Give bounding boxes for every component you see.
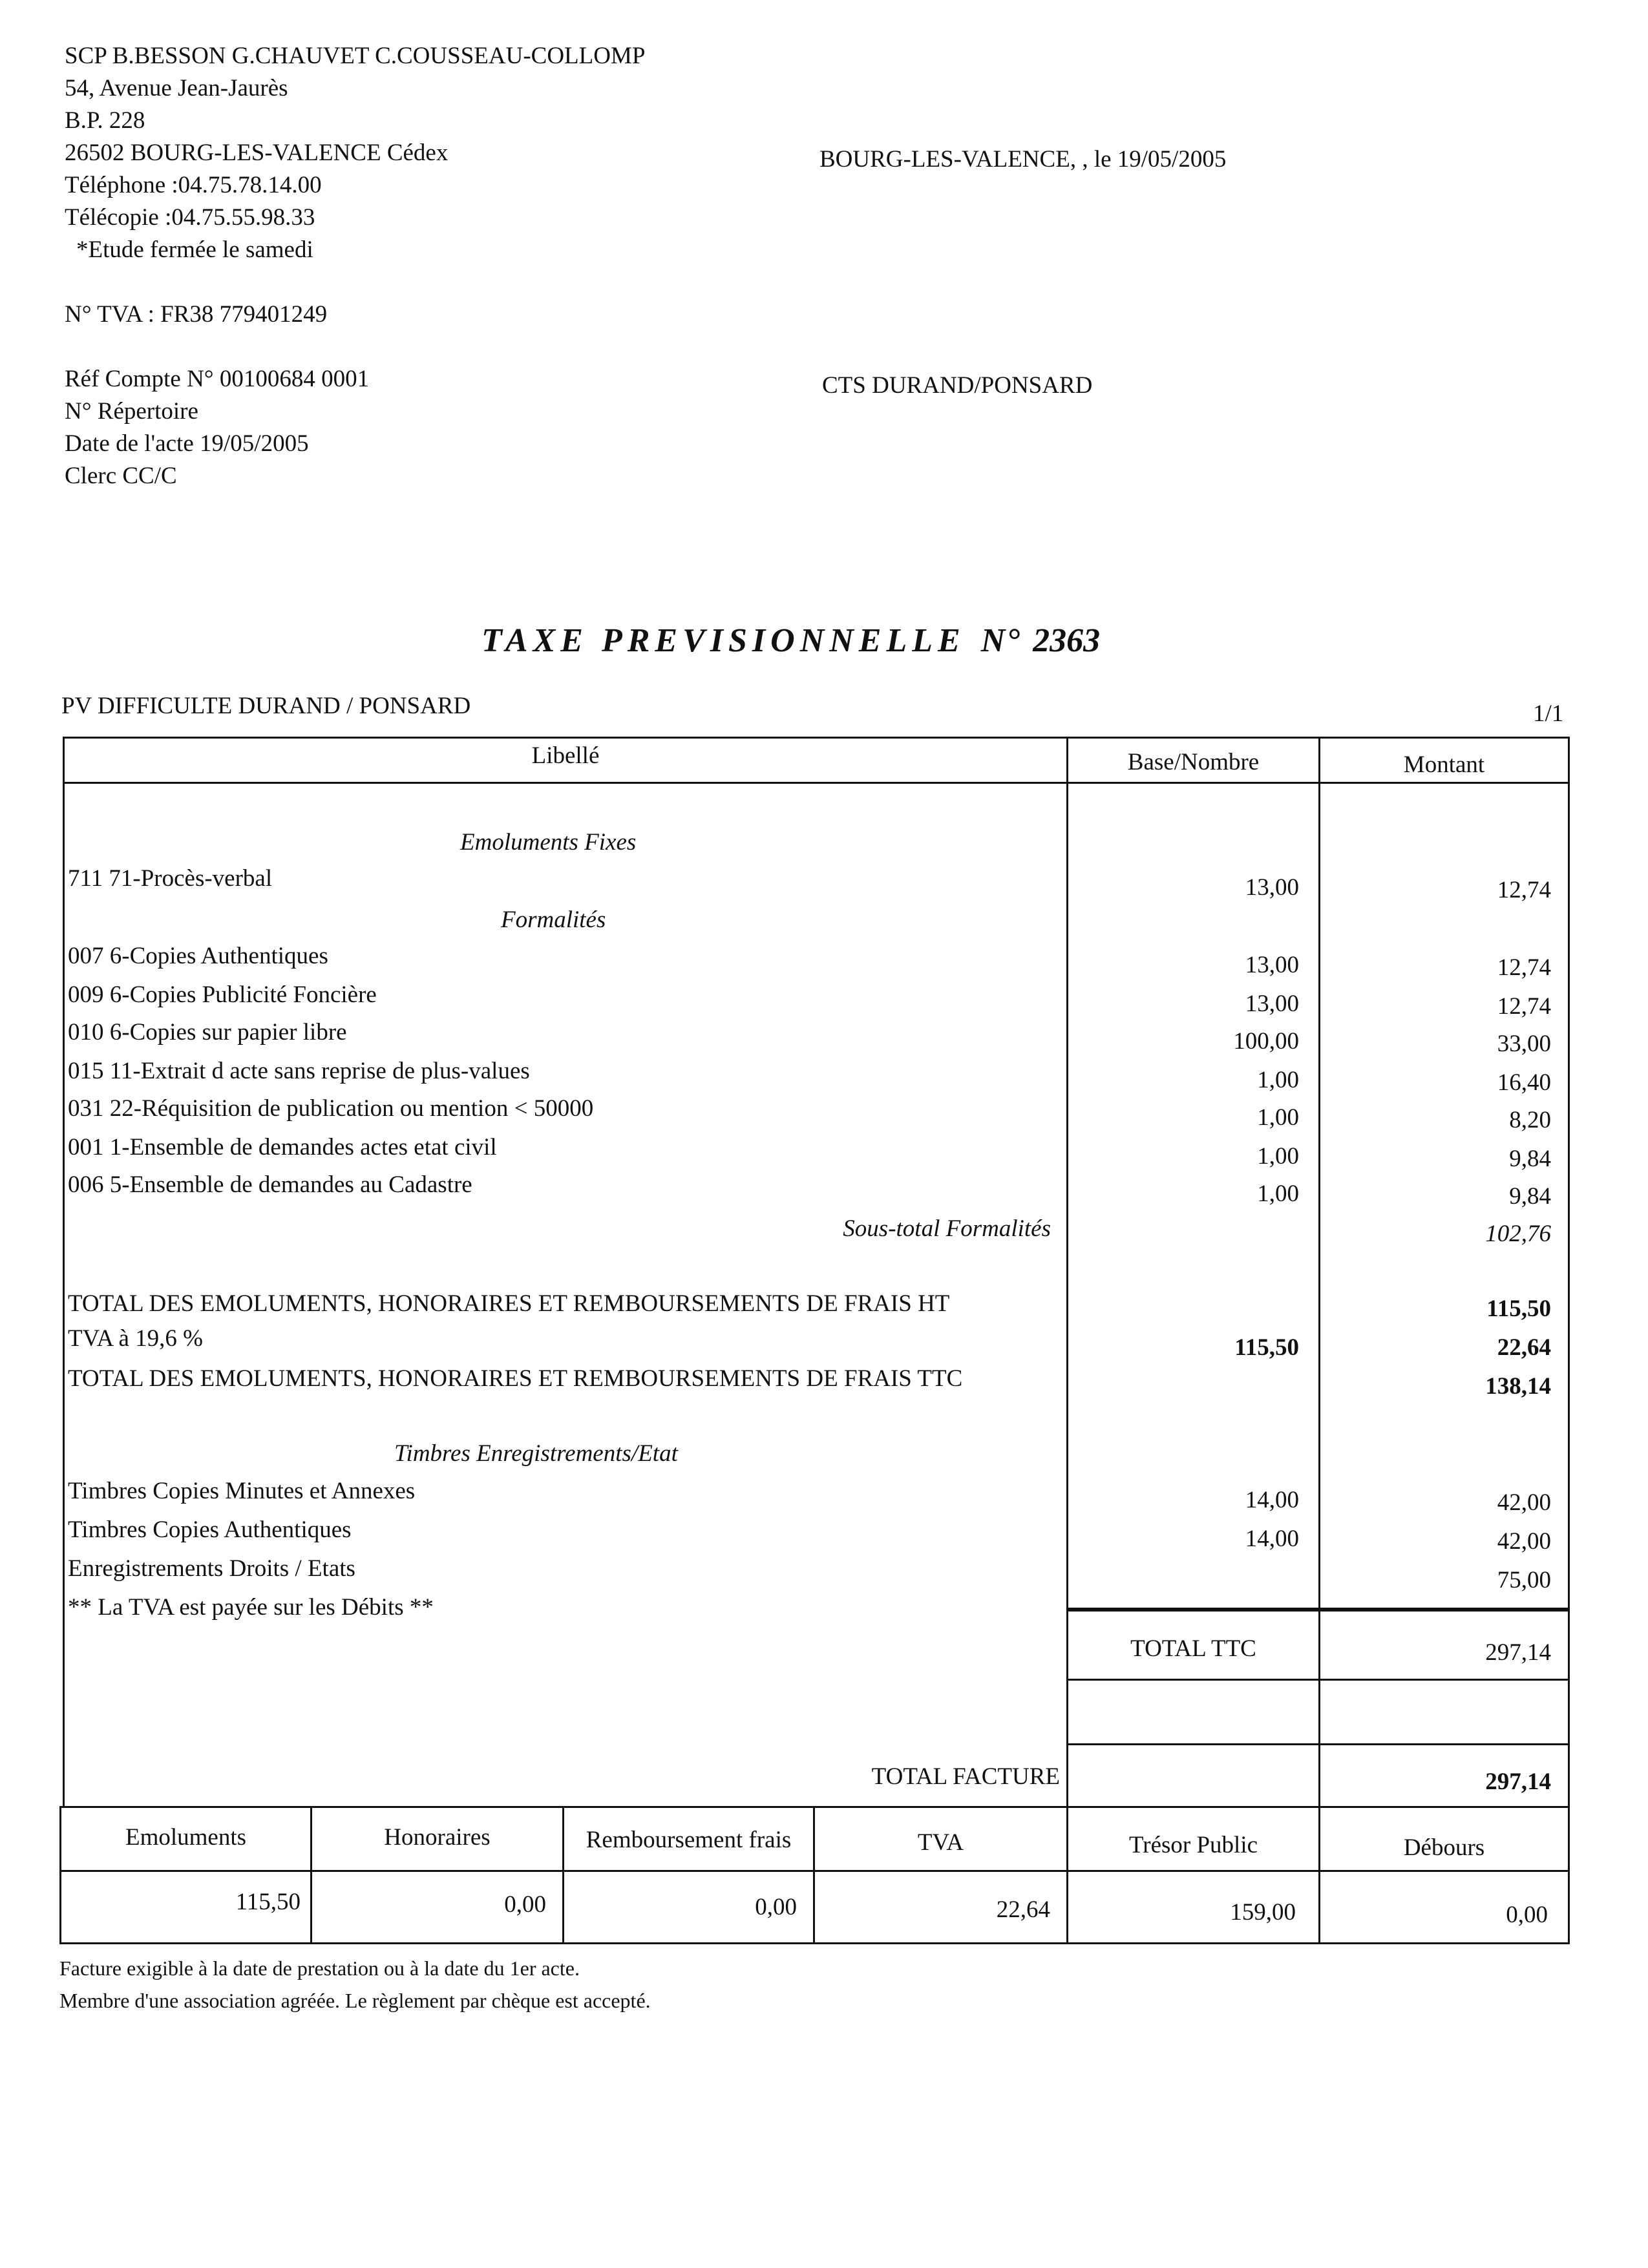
row-base: 1,00: [1257, 1104, 1299, 1131]
header-libelle: Libellé: [531, 742, 600, 769]
tva-base: 115,50: [1234, 1334, 1299, 1361]
title-number-label: N°: [980, 622, 1022, 659]
row-label: Enregistrements Droits / Etats: [68, 1555, 355, 1582]
row-label: 711 71-Procès-verbal: [68, 865, 273, 892]
place-date: BOURG-LES-VALENCE, , le 19/05/2005: [819, 146, 1227, 173]
row-base: 1,00: [1257, 1067, 1299, 1093]
column-divider-2: [1318, 737, 1320, 1808]
summary-header-honoraires: Honoraires: [384, 1824, 491, 1851]
account-reference: Réf Compte N° 00100684 0001: [65, 366, 370, 392]
row-label: Timbres Copies Authentiques: [68, 1517, 352, 1543]
title-label: TAXE PREVISIONNELLE: [481, 622, 966, 659]
header-base-nombre: Base/Nombre: [1127, 749, 1260, 775]
row-amount: 33,00: [1497, 1031, 1551, 1057]
office-fax: Télécopie :04.75.55.98.33: [65, 204, 315, 231]
total-ttc-bottom-border: [1066, 1679, 1570, 1681]
row-label: Timbres Copies Minutes et Annexes: [68, 1478, 416, 1504]
row-amount: 12,74: [1497, 877, 1551, 903]
total-ttc-line-amount: 138,14: [1485, 1373, 1551, 1400]
summary-value-honoraires: 0,00: [504, 1891, 546, 1918]
summary-header-tva: TVA: [917, 1829, 964, 1856]
row-amount: 8,20: [1509, 1107, 1551, 1133]
row-amount: 75,00: [1497, 1567, 1551, 1593]
summary-header-tresor-public: Trésor Public: [1128, 1832, 1258, 1858]
page-indicator: 1/1: [1533, 700, 1564, 727]
office-name: SCP B.BESSON G.CHAUVET C.COUSSEAU-COLLOMP: [65, 43, 646, 69]
row-amount: 42,00: [1497, 1528, 1551, 1555]
row-amount: 12,74: [1497, 954, 1551, 981]
row-label: 001 1-Ensemble de demandes actes etat civil: [68, 1134, 497, 1160]
row-base: 1,00: [1257, 1143, 1299, 1170]
summary-header-debours: Débours: [1403, 1834, 1485, 1861]
row-base: 14,00: [1245, 1526, 1299, 1552]
office-po-box: B.P. 228: [65, 107, 145, 134]
clerk: Clerc CC/C: [65, 463, 177, 489]
row-base: 13,00: [1245, 952, 1299, 978]
total-ht-amount: 115,50: [1486, 1296, 1551, 1322]
subtotal-amount: 102,76: [1485, 1221, 1551, 1247]
row-amount: 42,00: [1497, 1489, 1551, 1516]
tva-number: N° TVA : FR38 779401249: [65, 301, 328, 328]
summary-header-emoluments: Emoluments: [125, 1824, 247, 1851]
title-number: 2363: [1033, 622, 1101, 659]
summary-value-tva: 22,64: [996, 1896, 1050, 1923]
summary-value-debours: 0,00: [1506, 1902, 1548, 1928]
office-phone: Téléphone :04.75.78.14.00: [65, 172, 322, 198]
row-label: 031 22-Réquisition de publication ou mention < 50000: [68, 1095, 594, 1122]
row-label: 010 6-Copies sur papier libre: [68, 1019, 347, 1045]
section-emoluments-fixes: Emoluments Fixes: [460, 829, 637, 856]
office-city: 26502 BOURG-LES-VALENCE Cédex: [65, 140, 449, 166]
section-timbres: Timbres Enregistrements/Etat: [394, 1440, 678, 1467]
footer-association-note: Membre d'une association agréée. Le règlement par chèque est accepté.: [59, 1989, 651, 2012]
tva-amount: 22,64: [1497, 1334, 1551, 1361]
summary-value-remboursement: 0,00: [755, 1894, 797, 1920]
subject-line: PV DIFFICULTE DURAND / PONSARD: [61, 693, 471, 719]
total-ttc-line-label: TOTAL DES EMOLUMENTS, HONORAIRES ET REMBOURSEMENTS DE FRAIS TTC: [68, 1365, 963, 1392]
summary-value-tresor-public: 159,00: [1230, 1899, 1296, 1926]
row-base: 13,00: [1245, 991, 1299, 1017]
total-facture-amount: 297,14: [1485, 1769, 1551, 1795]
row-amount: 9,84: [1509, 1183, 1551, 1210]
table-right-border: [1568, 737, 1570, 1808]
header-bottom-border: [63, 782, 1570, 784]
tva-note: ** La TVA est payée sur les Débits **: [68, 1594, 434, 1621]
total-facture-label: TOTAL FACTURE: [871, 1763, 1060, 1790]
office-closed-note: *Etude fermée le samedi: [76, 236, 313, 263]
office-street: 54, Avenue Jean-Jaurès: [65, 75, 288, 101]
header-montant: Montant: [1403, 751, 1485, 778]
row-label: 006 5-Ensemble de demandes au Cadastre: [68, 1171, 472, 1198]
row-label: 007 6-Copies Authentiques: [68, 943, 328, 969]
blank-row-bottom-border: [1066, 1743, 1570, 1745]
row-base: 1,00: [1257, 1181, 1299, 1207]
row-amount: 9,84: [1509, 1146, 1551, 1172]
summary-right-border: [1568, 1806, 1570, 1944]
row-label: 009 6-Copies Publicité Foncière: [68, 982, 377, 1008]
row-amount: 16,40: [1497, 1069, 1551, 1096]
row-base: 14,00: [1245, 1487, 1299, 1513]
total-ttc-amount: 297,14: [1485, 1639, 1551, 1666]
summary-value-emoluments: 115,50: [235, 1889, 301, 1915]
act-date: Date de l'acte 19/05/2005: [65, 430, 309, 457]
row-label: 015 11-Extrait d acte sans reprise de plus-values: [68, 1058, 530, 1084]
total-ttc-label: TOTAL TTC: [1130, 1635, 1256, 1662]
document-title: [481, 622, 1100, 660]
tva-label: TVA à 19,6 %: [68, 1325, 203, 1352]
summary-header-remboursement: Remboursement frais: [586, 1827, 792, 1853]
total-ttc-top-border: [1066, 1608, 1570, 1612]
section-formalites: Formalités: [501, 907, 606, 933]
total-ht-label: TOTAL DES EMOLUMENTS, HONORAIRES ET REMBOURSEMENTS DE FRAIS HT: [68, 1290, 950, 1317]
footer-payment-terms: Facture exigible à la date de prestation ou à la date du 1er acte.: [59, 1957, 580, 1980]
row-base: 100,00: [1233, 1028, 1299, 1055]
repertoire-number: N° Répertoire: [65, 398, 198, 425]
table-left-border: [63, 737, 65, 1808]
row-amount: 12,74: [1497, 993, 1551, 1020]
client-name: CTS DURAND/PONSARD: [822, 372, 1093, 399]
subtotal-label: Sous-total Formalités: [843, 1215, 1051, 1242]
table-top-border: [63, 737, 1570, 739]
row-base: 13,00: [1245, 874, 1299, 901]
